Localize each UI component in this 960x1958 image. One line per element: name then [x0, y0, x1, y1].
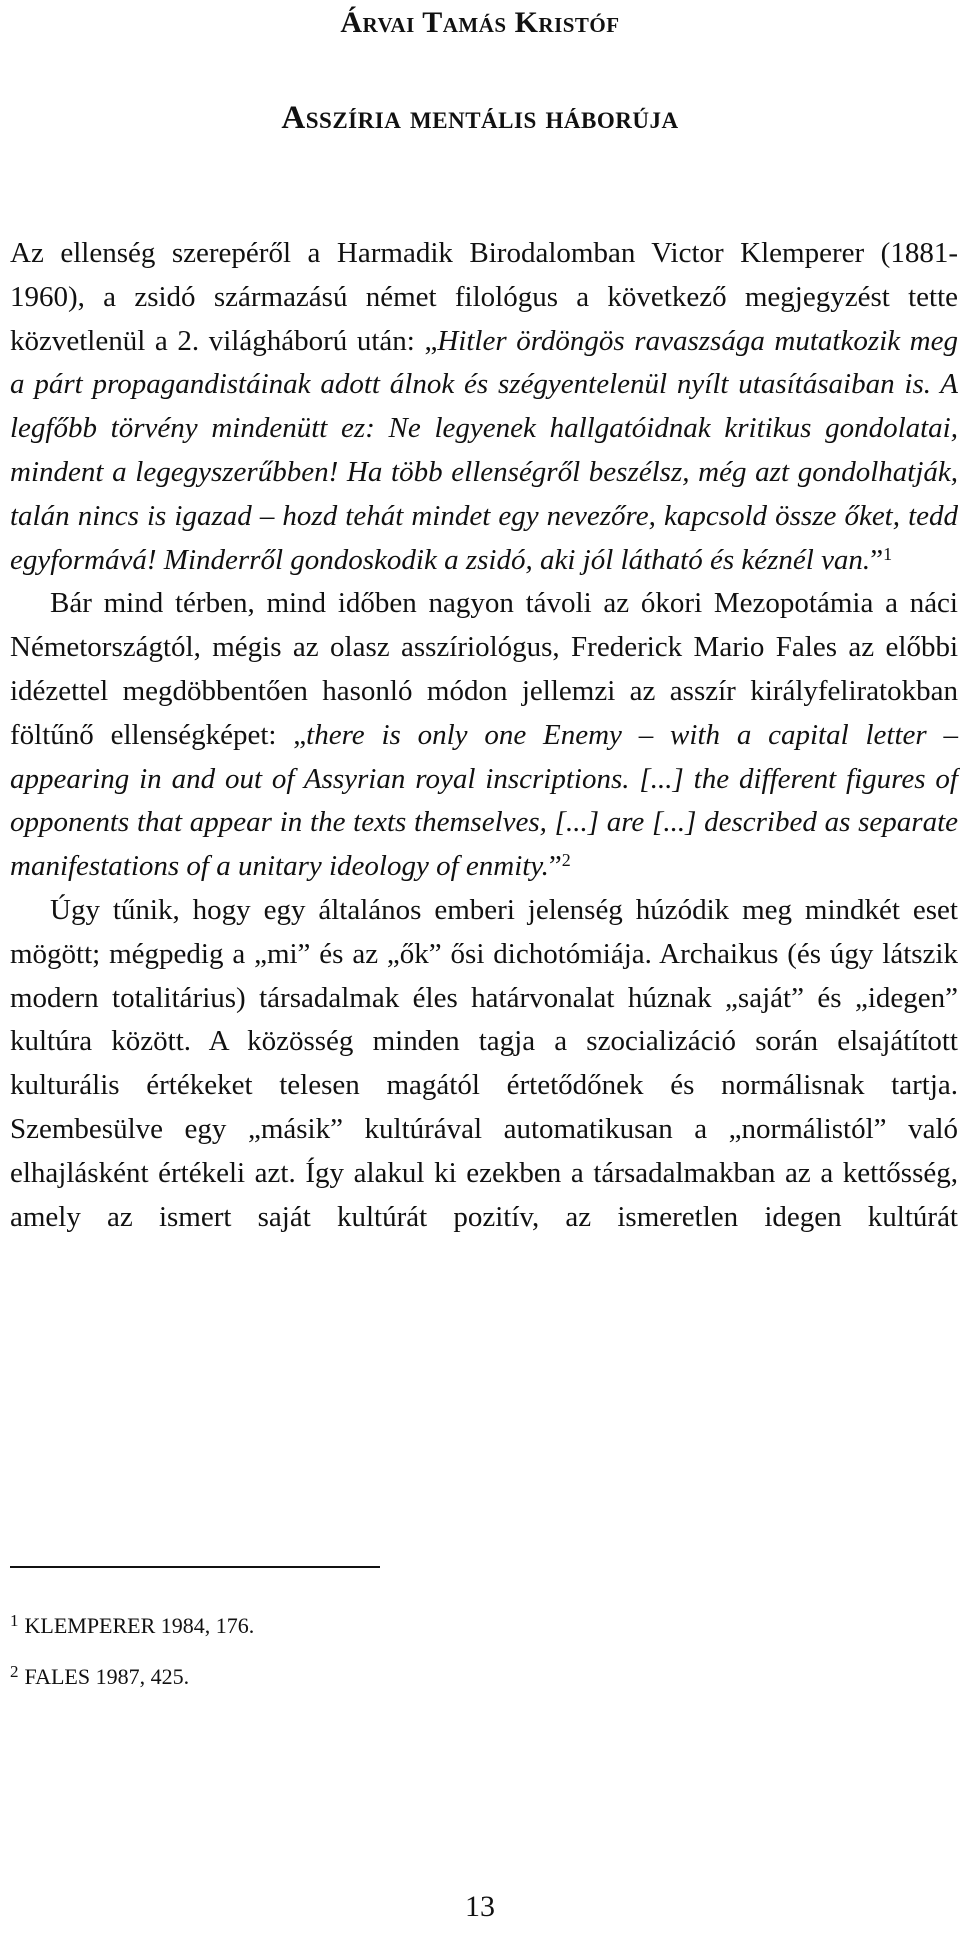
footnote-ref-1[interactable]: 1 — [883, 543, 893, 564]
klemperer-quote: Hitler ördöngös ravaszsága mutatkozik meg a párt propagandistáinak adott álnok és szégyentelenül nyílt utasításaiban is. A legfőbb törvény mindenütt ez: Ne legyenek hallgatóidnak kritikus gondolatai, mindent a legegyszerűbben! Ha több ellenségről beszélsz, még azt gondolhatják, talán nincs is igazad – hozd tehát mindet egy nevezőre, kapcsold össze őket, tedd egyformává! Minderről gondoskodik a zsidó, aki jól látható és kéznél van. — [10, 324, 958, 576]
paragraph-2 — [10, 582, 958, 889]
footnote-ref-2[interactable]: 2 — [561, 850, 571, 871]
footnote-2-text: FALES 1987, 425. — [24, 1664, 190, 1689]
footnotes — [10, 1598, 910, 1700]
footnote-2-number: 2 — [10, 1662, 19, 1681]
author-name: Árvai Tamás Kristóf — [340, 6, 620, 39]
paragraph-2-intro: Bár mind térben, mind időben nagyon távoli az ókori Mezopotámia a náci Németországtól, mégis az olasz asszíriológus, Frederick Mario Fales az előbbi idézettel megdöbbentően hasonló módon jellemzi az asszír királyfeliratokban föltűnő ellenségképet: „ — [10, 587, 958, 751]
body-text — [10, 232, 958, 1239]
footnote-1-text: KLEMPERER 1984, 176. — [24, 1613, 255, 1638]
footnote-separator — [10, 1566, 380, 1568]
fales-quote: there is only one Enemy – with a capital letter – appearing in and out of Assyrian royal inscriptions. [...] the different figures of opponents that appear in the texts themselves, [...] are [...] described as separate manifestations of a unitary ideology of enmity. — [10, 718, 958, 883]
paragraph-1 — [10, 232, 958, 582]
chapter-title: Asszíria mentális háborúja — [281, 100, 679, 136]
paragraph-1-intro: Az ellenség szerepéről a Harmadik Birodalomban Victor Klemperer (1881-1960), a zsidó származású német filológus a következő megjegyzést tette közvetlenül a 2. világháború után: „ — [10, 237, 958, 357]
footnote-1-number: 1 — [10, 1611, 19, 1630]
quote-close-1: ” — [870, 543, 884, 576]
page-number: 13 — [465, 1890, 495, 1923]
footnote-1 — [10, 1598, 910, 1649]
paragraph-3: Úgy tűnik, hogy egy általános emberi jelenség húzódik meg mindkét eset mögött; mégpedig a „mi” és az „ők” ősi dichotómiája. Archaikus (és úgy látszik modern totalitárius) társadalmak éles határvonalat húznak „saját” és „idegen” kultúra között. A közösség minden tagja a szocializáció során elsajátított kulturális értékeket telesen magától értetődőnek és normálisnak tartja. Szembesülve egy „másik” kultúrával automatikusan a „normálistól” való elhajlásként értékeli azt. Így alakul ki ezekben a társadalmakban az a kettősség, amely az ismert saját kultúrát pozitív, az ismeretlen idegen kultúrát — [10, 893, 958, 1233]
footnote-2 — [10, 1649, 910, 1700]
quote-close-2: ” — [548, 850, 562, 883]
